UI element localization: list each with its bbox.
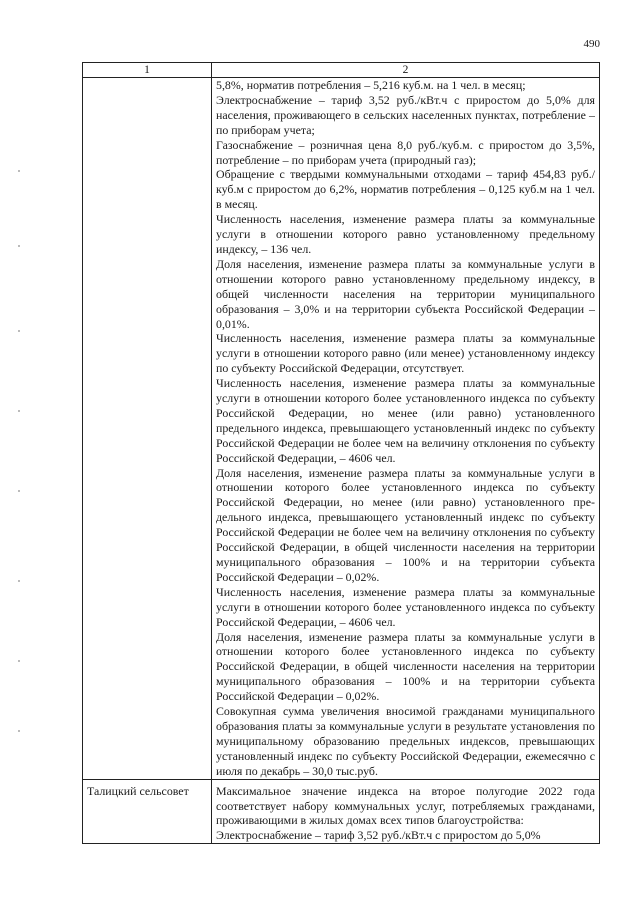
paragraph-max-index: Максимальное значение индекса на второе полугодие 2022 года соответствует набору коммунальных услуг, потребляемых гражданами, проживающими в жилых домах всех типов благоустройства:: [216, 783, 595, 828]
column-header-2: 2: [212, 63, 600, 78]
paragraph-population-below-index: Численность населения, изменение размера платы за коммунальные услуги в отношении которого равно (или менее) установленному индексу по субъекту Российской Федерации, отсутствует.: [216, 331, 595, 376]
paragraph-water-norm: 5,8%, норматив потребления – 5,216 куб.м. на 1 чел. в месяц;: [216, 78, 526, 92]
document-table: [82, 62, 600, 844]
table-header-row: [83, 63, 600, 78]
paragraph-population-above-index: Численность населения, изменение размера платы за коммунальные услуги в отношении которого более установленного индекса по субъекту Российской Федерации, – 4606 чел.: [216, 584, 595, 629]
scan-margin-marks: [18, 150, 22, 750]
municipality-name-cell: Талицкий сельсовет: [83, 779, 212, 844]
column-header-1: 1: [83, 63, 212, 78]
page-number: 490: [583, 38, 600, 50]
paragraph-share-above-index: Доля населения, изменение размера платы за коммунальные услуги в отношении которого более установленного индекса по субъекту Российской Федерации, в общей численности населения на территории муниципального образования – 100% и на территории субъекта Российской Федерации – 0,02%.: [216, 629, 595, 704]
paragraph-population-equal-limit: Численность населения, изменение размера платы за коммунальные услуги в отношении которого равно установленному предельному индексу, – 136 чел.: [216, 212, 595, 256]
paragraph-total-increase: Совокупная сумма увеличения вносимой гражданами муниципального образования платы за коммунальные услуги в результате установления по муниципальному образованию предельных индексов, превышающих установленный индекс по субъекту Российской Федерации, ежемесячно с июля по декабрь – 30,0 тыс.руб.: [216, 704, 595, 778]
paragraph-share-equal-limit: Доля населения, изменение размера платы за коммунальные услуги в отношении которого равно установленному предельному индексу, в общей численности населения на территории муниципального образования – 3,0% и на территории субъекта Российской Федерации – 0,01%.: [216, 256, 595, 331]
paragraph-gas: Газоснабжение – розничная цена 8,0 руб./куб.м. с приростом до 3,5%, потребление – по приборам учета (природный газ);: [216, 137, 595, 167]
paragraph-electricity: Электроснабжение – тариф 3,52 руб./кВт.ч с приростом до 5,0% для населения, проживающего в сельских населенных пунктах, потребление – по приборам учета;: [216, 92, 595, 137]
paragraph-share-between-indexes: Доля населения, изменение размера платы за коммунальные услуги в отношении которого более установленного индекса по субъекту Российской Федерации, но менее (или равно) установленного предельного индекса, превышающего установленный индекс по субъекту Российской Федерации не более чем на величину отклонения по субъекту Российской Федерации, в общей численности населения на территории муниципального образования – 100% и на территории субъекта Российской Федерации – 0,02%.: [216, 465, 595, 584]
municipality-name-cell: [83, 78, 212, 780]
description-cell: [212, 779, 600, 844]
table-row: [83, 779, 600, 844]
paragraph-population-between-indexes: Численность населения, изменение размера платы за коммунальные услуги в отношении которого более установленного индекса по субъекту Российской Федерации, но менее (или равно) установленного предельного индекса, превышающего установленный индекс по субъекту Российской Федерации не более чем на величину отклонения по субъекту Российской Федерации, – 4606 чел.: [216, 376, 595, 465]
paragraph-electricity: Электроснабжение – тариф 3,52 руб./кВт.ч с приростом до 5,0%: [216, 828, 541, 843]
description-cell: [212, 78, 600, 780]
paragraph-solid-waste: Обращение с твердыми коммунальными отходами – тариф 454,83 руб./куб.м с приростом до 6,2%, норматив потребления – 0,125 куб.м на 1 чел. в месяц.: [216, 167, 595, 212]
table-row: [83, 78, 600, 780]
